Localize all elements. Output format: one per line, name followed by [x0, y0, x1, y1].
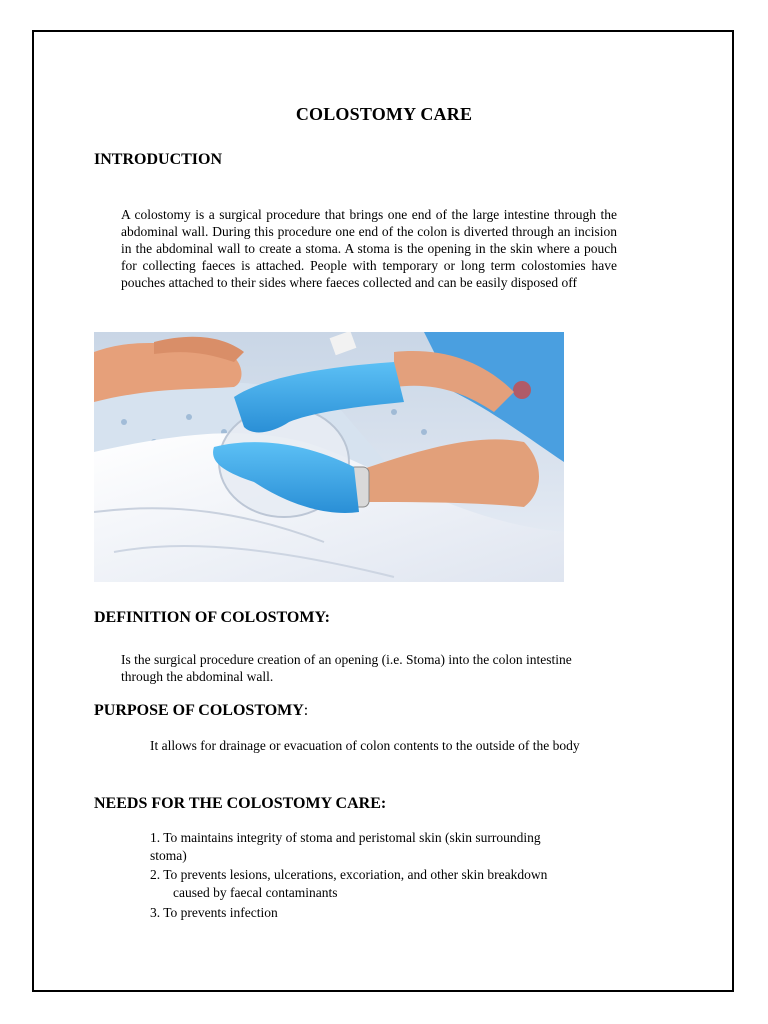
document-title: COLOSTOMY CARE: [295, 104, 473, 124]
definition-heading: DEFINITION OF COLOSTOMY:: [94, 609, 330, 626]
needs-list-item-2: [150, 866, 620, 902]
introduction-text: A colostomy is a surgical procedure that brings one end of the large intestine through the abdominal wall. During this procedure one end of the colon is diverted through an incision in the abdominal wall to create a stoma. A stoma is the opening in the skin where a pouch for collecting faeces is attached. People with temporary or long term colostomies have pouches attached to their sides where faeces collected and can be easily disposed off: [121, 207, 617, 290]
needs-list-item-3: [150, 904, 620, 922]
needs-item-1-line-2: stoma): [150, 848, 187, 863]
needs-item-2-line-1: 2. To prevents lesions, ulcerations, excoriation, and other skin breakdown: [150, 867, 548, 882]
needs-item-1-line-1: 1. To maintains integrity of stoma and peristomal skin (skin surrounding: [150, 830, 541, 845]
purpose-heading-suffix: :: [303, 702, 309, 719]
needs-list-item-1: [150, 829, 620, 865]
purpose-text: It allows for drainage or evacuation of colon contents to the outside of the body: [150, 738, 580, 753]
purpose-heading-text: PURPOSE OF COLOSTOMY: [94, 702, 304, 719]
introduction-heading: INTRODUCTION: [94, 151, 223, 168]
definition-text: Is the surgical procedure creation of an opening (i.e. Stoma) into the colon intestine through the abdominal wall.: [121, 652, 572, 684]
colostomy-care-photo: [94, 332, 564, 582]
needs-heading: NEEDS FOR THE COLOSTOMY CARE:: [94, 795, 387, 812]
needs-item-3-line-1: 3. To prevents infection: [150, 905, 278, 920]
purpose-heading: [94, 702, 308, 720]
needs-item-2-line-2: caused by faecal contaminants: [173, 885, 338, 900]
